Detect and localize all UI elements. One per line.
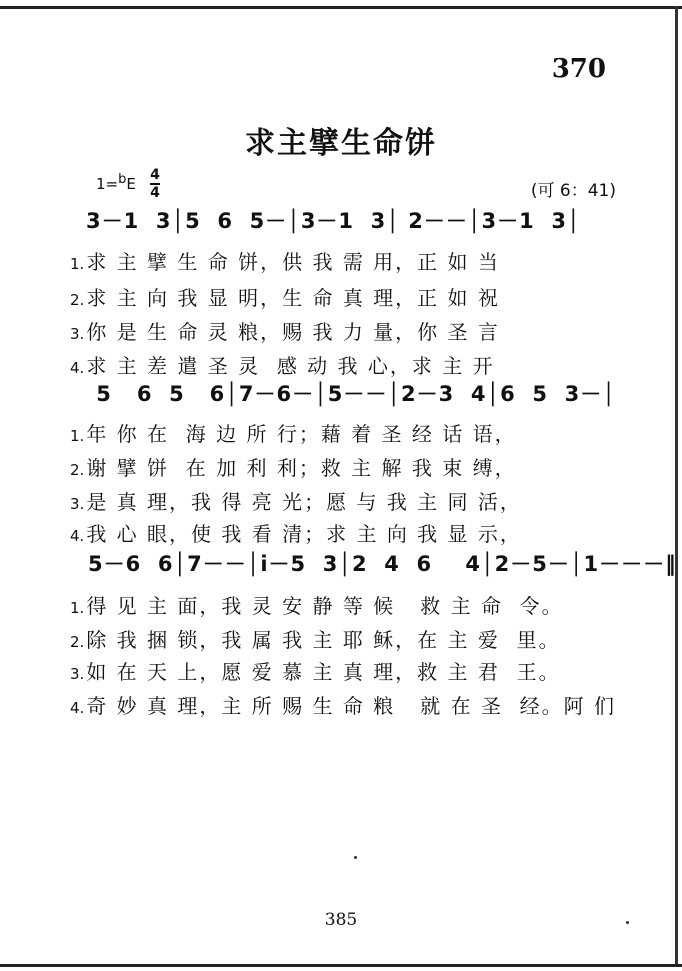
verse-line: 2. 谢 擘 饼 在 加 利 利；救 主 解 我 束 缚， <box>70 456 517 480</box>
verse-line: 4. 求 主 差 遣 圣 灵 感 动 我 心，求 主 开 <box>70 354 495 378</box>
verse-line: 4. 我 心 眼，使 我 看 清；求 主 向 我 显 示， <box>70 522 522 546</box>
meter-top: 4 <box>150 167 160 183</box>
hymn-number: 370 <box>551 54 606 84</box>
flat-sign: b <box>118 172 127 187</box>
notation-line-1: 3－1 3│5 6 5－│3－1 3│ 2－－│3－1 3│ <box>86 209 581 233</box>
hymn-title: 求主擘生命饼 <box>245 126 437 161</box>
verse-line: 1. 年 你 在 海 边 所 行；藉 着 圣 经 话 语， <box>70 422 517 446</box>
verse-line: 4. 奇 妙 真 理，主 所 赐 生 命 粮 就 在 圣 经。阿 们 <box>70 694 617 718</box>
notation-line-3: 5－6 6│7－－│i－5 3│2 4 6 4│2－5－│1－－－‖ <box>88 552 677 576</box>
verse-line: 2. 除 我 捆 锁，我 属 我 主 耶 稣，在 主 爱 里。 <box>70 628 561 652</box>
page-border-top <box>0 6 682 9</box>
verse-line: 2. 求 主 向 我 显 明，生 命 真 理，正 如 祝 <box>70 286 500 310</box>
key-signature <box>96 172 136 193</box>
verse-line: 3. 是 真 理，我 得 亮 光；愿 与 我 主 同 活， <box>70 490 522 514</box>
meter-bottom: 4 <box>150 185 160 201</box>
notation-line-2: 5 6 5 6│7－6－│5－－│2－3 4│6 5 3－│ <box>88 382 616 406</box>
verse-line: 1. 求 主 擘 生 命 饼，供 我 需 用，正 如 当 <box>70 250 500 274</box>
verse-line: 3. 如 在 天 上，愿 爱 慕 主 真 理，救 主 君 王。 <box>70 660 561 684</box>
page-border-bottom <box>0 964 682 967</box>
key-prefix: 1= <box>96 175 119 193</box>
print-speck <box>354 856 357 859</box>
page-number: 385 <box>324 910 358 930</box>
time-signature <box>150 168 160 200</box>
verse-line: 3. 你 是 生 命 灵 粮，赐 我 力 量，你 圣 言 <box>70 320 500 344</box>
verse-line: 1. 得 见 主 面，我 灵 安 静 等 候 救 主 命 令。 <box>70 594 564 618</box>
key-note: E <box>126 175 136 193</box>
scripture-reference: (可 6：41) <box>530 181 616 201</box>
